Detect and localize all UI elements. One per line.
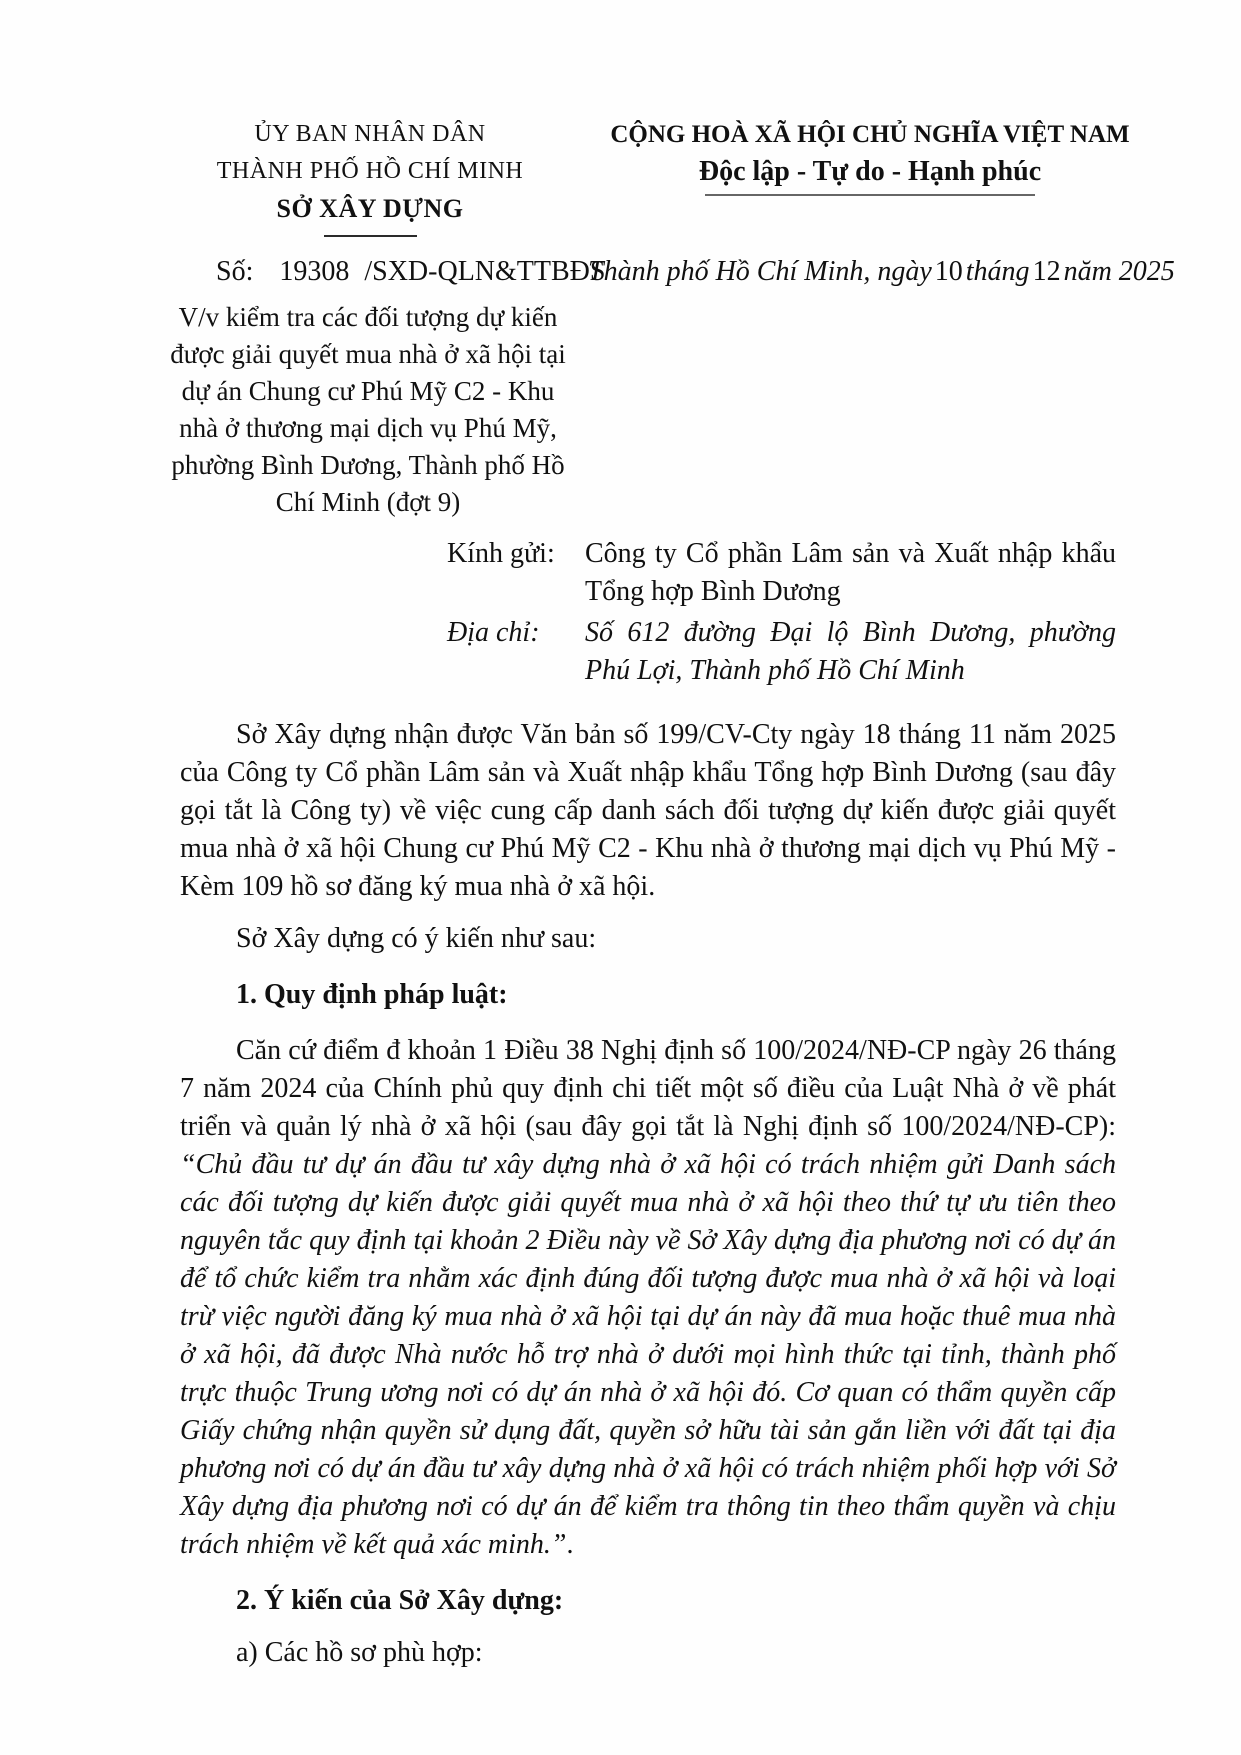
national-header-block [580,116,1160,196]
document-subject: V/v kiểm tra các đối tượng dự kiến được giải quyết mua nhà ở xã hội tại dự án Chung cư Phú Mỹ C2 - Khu nhà ở thương mại dịch vụ Phú Mỹ, phường Bình Dương, Thành phố Hồ Chí Minh (đợt 9) [170,302,566,517]
place-dateline [588,253,1175,291]
paragraph-legal-basis [180,1032,1116,1564]
dateline-month: 12 [1032,256,1061,287]
legal-basis-intro: Căn cứ điểm đ khoản 1 Điều 38 Nghị định số 100/2024/NĐ-CP ngày 26 tháng 7 năm 2024 của Chính phủ quy định chi tiết một số điều của Luật Nhà ở về phát triển và quản lý nhà ở xã hội (sau đây gọi tắt là Nghị định số 100/2024/NĐ-CP): [180,1035,1116,1142]
legal-basis-quote: “Chủ đầu tư dự án đầu tư xây dựng nhà ở xã hội có trách nhiệm gửi Danh sách các đối tượng dự kiến được giải quyết mua nhà ở xã hội theo thứ tự ưu tiên theo nguyên tắc quy định tại khoản 2 Điều này về Sở Xây dựng địa phương nơi có dự án để tổ chức kiểm tra nhằm xác định đúng đối tượng được mua nhà ở xã hội và loại trừ việc người đăng ký mua nhà ở xã hội tại dự án này đã mua hoặc thuê mua nhà ở xã hội, đã được Nhà nước hỗ trợ nhà ở dưới mọi hình thức tại tỉnh, thành phố trực thuộc Trung ương nơi có dự án nhà ở xã hội đó. Cơ quan có thẩm quyền cấp Giấy chứng nhận quyền sử dụng đất, quyền sở hữu tài sản gắn liền với đất tại địa phương nơi có dự án đầu tư xây dựng nhà ở xã hội có trách nhiệm phối hợp với Sở Xây dựng địa phương nơi có dự án để kiểm tra thông tin theo thẩm quyền và chịu trách nhiệm về kết quả xác minh.” [180,1149,1116,1560]
document-number-value: 19308 [279,256,350,287]
recipient-block [0,535,1241,690]
document-number-symbol: /SXD-QLN&TTBĐS [364,256,606,287]
section-1-heading: 1. Quy định pháp luật: [236,979,508,1010]
issuing-agency-block [170,116,570,237]
national-motto: Độc lập - Tự do - Hạnh phúc [698,156,1042,187]
recipient-row [0,535,1241,611]
issuing-agency-city: THÀNH PHỐ HỒ CHÍ MINH [216,158,524,184]
recipient-name: Công ty Cổ phần Lâm sản và Xuất nhập khẩu Tổng hợp Bình Dương [585,538,1116,607]
document-number-label: Số: [216,256,254,287]
national-title: CỘNG HOÀ XÃ HỘI CHỦ NGHĨA VIỆT NAM [610,121,1130,148]
document-number [216,253,606,291]
reference-row [0,253,1241,291]
address-label: Địa chỉ: [447,617,540,648]
section-2-heading: 2. Ý kiến của Sở Xây dựng: [236,1585,564,1616]
dateline-year: năm 2025 [1063,256,1175,287]
paragraph-received-document: Sở Xây dựng nhận được Văn bản số 199/CV-Cty ngày 18 tháng 11 năm 2025 của Công ty Cổ phần Lâm sản và Xuất nhập khẩu Tổng hợp Bình Dương (sau đây gọi tắt là Công ty) về việc cung cấp danh sách đối tượng dự kiến được giải quyết mua nhà ở xã hội Chung cư Phú Mỹ C2 - Khu nhà ở thương mại dịch vụ Phú Mỹ - Kèm 109 hồ sơ đăng ký mua nhà ở xã hội. [180,719,1116,902]
recipient-address: Số 612 đường Đại lộ Bình Dương, phường Phú Lợi, Thành phố Hồ Chí Minh [585,617,1116,686]
issuer-divider [324,235,417,237]
document-header [0,0,1241,237]
motto-divider [705,194,1035,196]
dateline-month-word: tháng [965,256,1030,287]
dateline-day: 10 [934,256,963,287]
issuing-agency-name: SỞ XÂY DỰNG [276,194,464,223]
dateline-place: Thành phố Hồ Chí Minh, ngày [588,256,932,287]
recipient-label: Kính gửi: [447,538,555,569]
legal-basis-end-period: . [566,1529,574,1560]
address-row [0,614,1241,690]
document-body [0,716,1241,1672]
paragraph-opinion-lead: Sở Xây dựng có ý kiến như sau: [236,923,597,954]
paragraph-item-a: a) Các hồ sơ phù hợp: [236,1637,483,1668]
issuing-agency-parent: ỦY BAN NHÂN DÂN [254,121,486,147]
